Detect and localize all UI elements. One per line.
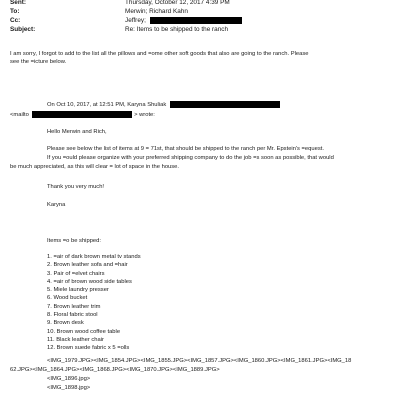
list-item: 4. =air of brown wood side tables: [47, 278, 132, 285]
to-value: Merwin; Richard Kahn: [125, 8, 188, 15]
list-item: 3. Pair of =elvet chairs: [47, 270, 105, 277]
paragraph-line-2: If you =ould please organize with your preferred shipping company to do the job =s soon as possible, that would: [47, 155, 334, 161]
paragraph-line-1: Please see below the list of items at 9 = 71st, that should be shipped to the ranch per Mr. Epstein's =equest.: [47, 146, 324, 152]
attachments-line-3: <IMG_1896.jpg>: [47, 376, 91, 382]
list-item: 2. Brown leather sofa and =hair: [47, 262, 128, 269]
subject-label: Subject:: [10, 26, 36, 33]
list-item: 5. Miele laundry presser: [47, 287, 109, 294]
quote-mailto: <mailto: [10, 112, 29, 119]
quote-wrote: > wrote:: [134, 112, 155, 119]
list-item: 9. Brown desk: [47, 320, 84, 327]
intro-line-2: see the =icture below.: [10, 59, 67, 65]
list-item: 7. Brown leather trim: [47, 303, 101, 310]
sent-label: Sent:: [10, 0, 26, 6]
quote-header: [47, 101, 280, 109]
thanks-line: Thank you very much!: [47, 184, 105, 190]
to-label: To:: [10, 8, 20, 15]
paragraph-line-3: be much appreciated, as this will clear = lot of space in the house.: [10, 164, 180, 170]
cc-label: Cc:: [10, 17, 21, 24]
intro-line-1: I am sorry, I forgot to add to the list all the pillows and =ome other soft goods that also are going to the ranch. Please: [10, 51, 309, 57]
redaction-bar: [150, 17, 242, 24]
list-item: 1. =air of dark brown metal tv stands: [47, 254, 141, 260]
items-heading: Items =o be shipped:: [47, 238, 101, 244]
redaction-bar: [170, 101, 280, 108]
quote-on-text: On Oct 10, 2017, at 12:51 PM, Karyna Shuliak: [47, 102, 167, 109]
list-item: 11. Black leather chair: [47, 336, 104, 343]
signature: Karyna: [47, 202, 66, 208]
list-item: 10. Brown wood coffee table: [47, 328, 121, 335]
attachments-line-1: <IMG_1979.JPG><IMG_1854.JPG><IMG_1855.JPG><IMG_1857.JPG><IMG_1860.JPG><IMG_1861.JPG><IMG_18: [47, 358, 352, 364]
list-item: 6. Wood bucket: [47, 295, 88, 302]
list-item: 8. Floral fabric stool: [47, 312, 98, 319]
list-item: 12. Brown suede fabric x 5 =olls: [47, 345, 130, 352]
items-list: [47, 253, 141, 353]
attachments-line-2: 62.JPG><IMG_1864.JPG><IMG_1868.JPG><IMG_1870.JPG><IMG_1889.JPG>: [10, 367, 220, 373]
cc-value: Jeffrey;: [125, 17, 146, 24]
subject-value: Re: Items to be shipped to the ranch: [125, 26, 229, 33]
attachments-line-4: <IMG_1898.jpg>: [47, 385, 91, 391]
redaction-bar: [32, 111, 132, 118]
quote-mailto-line: [10, 111, 155, 119]
greeting: Hello Merwin and Rich,: [47, 129, 107, 135]
sent-value: Thursday, October 12, 2017 4:39 PM: [125, 0, 230, 6]
